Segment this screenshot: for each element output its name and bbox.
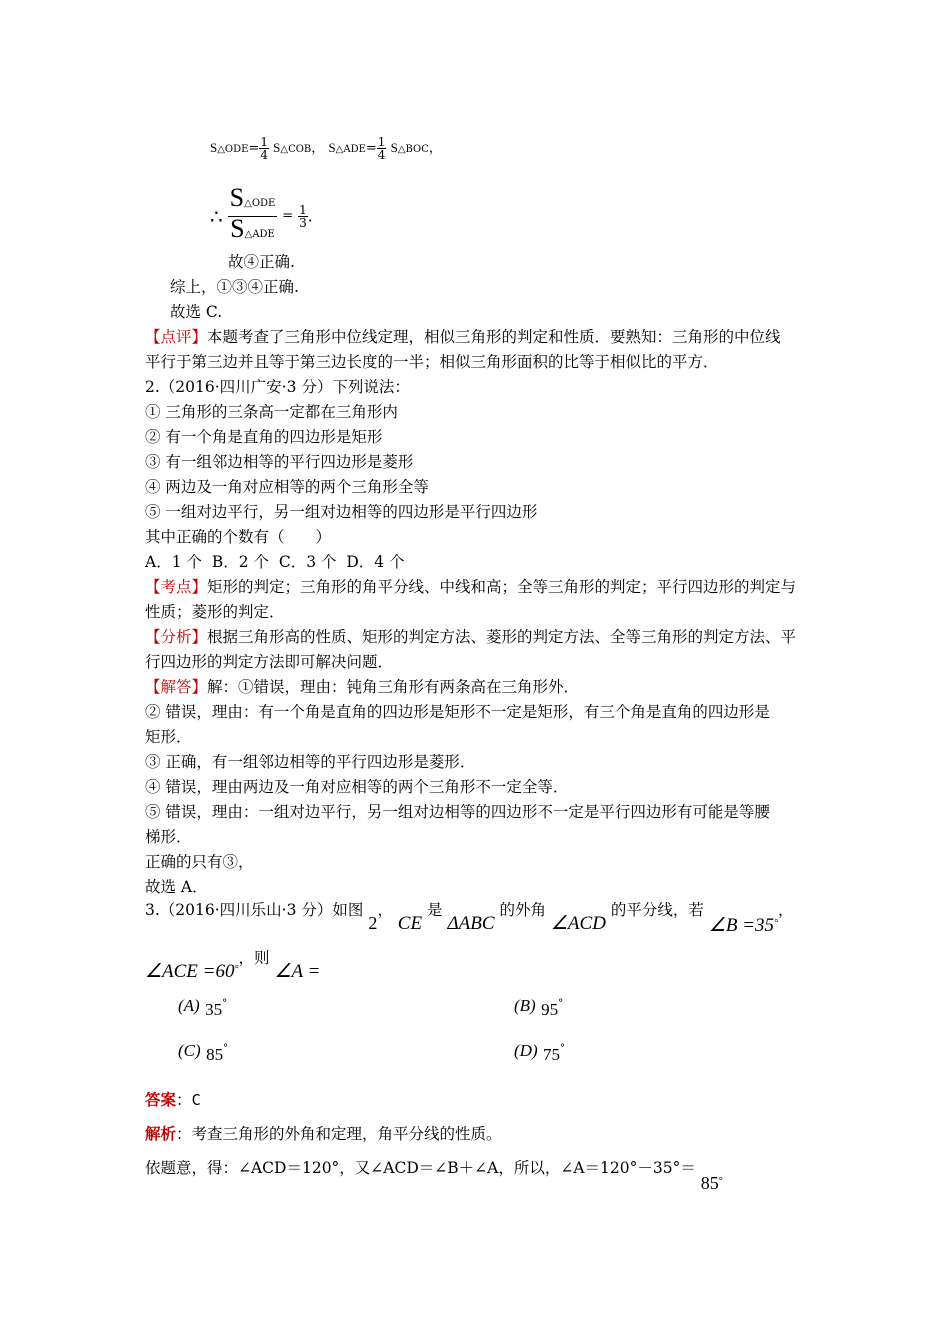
result-value: 85 — [700, 1173, 719, 1193]
option-label: (B) — [514, 996, 536, 1015]
option-label: (A) — [178, 996, 200, 1015]
comment-line-1 — [145, 327, 781, 347]
degree-symbol: ° — [558, 998, 564, 1009]
explanation-text: 考查三角形的外角和定理，角平分线的性质。 — [191, 1125, 502, 1143]
fraction-numerator — [228, 183, 278, 217]
question-3-line-1 — [145, 900, 794, 936]
analysis-tag: 【分析】 — [145, 628, 208, 646]
area-symbol: S — [229, 183, 245, 212]
area-subscript: △COB — [280, 144, 312, 155]
knowledge-tag: 【考点】 — [145, 578, 208, 596]
calculation-result — [701, 1173, 723, 1193]
fraction-numerator: 1 — [260, 135, 268, 149]
solution-line-2: ② 错误，理由：有一个角是直角的四边形是矩形不一定是矩形，有三个角是直角的四边形是 — [145, 703, 770, 721]
fraction-one-third — [298, 204, 308, 229]
degree-symbol: ° — [718, 1176, 723, 1187]
equation-end: ， — [428, 141, 442, 156]
conclusion-line: 故④正确. — [228, 253, 295, 271]
statement-5: ⑤ 一组对边平行，另一组对边相等的四边形是平行四边形 — [145, 503, 538, 521]
option-label: (C) — [178, 1041, 201, 1060]
explanation-line — [145, 1124, 502, 1144]
equals-sign: = — [248, 141, 260, 156]
option-label: (D) — [514, 1041, 538, 1060]
area-subscript: △ODE — [244, 198, 276, 209]
solution-line-7: 梯形． — [145, 828, 192, 846]
analysis-line-2: 行四边形的判定方法即可解决问题． — [145, 653, 394, 671]
knowledge-text: 矩形的判定；三角形的角平分线、中线和高；全等三角形的判定；平行四边形的判定与 — [207, 578, 797, 596]
fraction-denominator: 3 — [299, 216, 307, 230]
solution-text: 解：①错误，理由：钝角三角形有两条高在三角形外． — [207, 678, 580, 696]
solution-line-8: 正确的只有③， — [145, 853, 254, 871]
answer-colon: ： — [176, 1091, 192, 1109]
fraction-one-quarter — [377, 136, 387, 161]
angle-b-text: ∠B =35 — [708, 915, 775, 936]
calculation-line — [145, 1158, 723, 1194]
solution-line-4: ③ 正确，有一组邻边相等的平行四边形是菱形． — [145, 753, 476, 771]
comment-text: 本题考查了三角形中位线定理，相似三角形的判定和性质．要熟知：三角形的中位线 — [207, 328, 781, 346]
comment-line-2: 平行于第三边并且等于第三边长度的一半；相似三角形面积的比等于相似比的平方． — [145, 353, 719, 371]
analysis-line-1 — [145, 627, 796, 647]
solution-line-6: ⑤ 错误，理由：一组对边平行，另一组对边相等的四边形不一定是平行四边形有可能是等腰 — [145, 803, 770, 821]
then-text: ，则 — [238, 949, 270, 967]
question-3-line-2 — [145, 948, 320, 984]
knowledge-point-line-1 — [145, 577, 796, 597]
fraction-one-quarter — [259, 136, 269, 161]
option-value: 75 — [543, 1045, 561, 1064]
solution-tag: 【解答】 — [145, 678, 208, 696]
area-symbol: S — [210, 140, 218, 155]
bisector-text: 的平分线，若 — [610, 901, 704, 919]
fraction-numerator: 1 — [299, 203, 307, 217]
question-2-options: A．1 个 B．2 个 C．3 个 D．4 个 — [145, 553, 405, 571]
choice-line: 故选 C. — [170, 303, 223, 321]
degree-symbol: ° — [223, 1043, 229, 1054]
area-symbol: S — [230, 214, 245, 243]
fraction-denominator: 4 — [260, 148, 268, 162]
statement-4: ④ 两边及一角对应相等的两个三角形全等 — [145, 478, 429, 496]
area-subscript: △BOC — [397, 144, 429, 155]
option-b[interactable] — [514, 996, 564, 1019]
answer-line — [145, 1090, 201, 1110]
option-d[interactable] — [514, 1041, 566, 1064]
angle-ace-text: ∠ACE =60 — [145, 961, 235, 982]
equals-sign: = — [282, 208, 294, 224]
explanation-label: 解析 — [145, 1124, 177, 1143]
word-is: 是 — [427, 901, 443, 919]
statement-2: ② 有一个角是直角的四边形是矩形 — [145, 428, 383, 446]
question-3-lead: 3.（2016·四川乐山·3 分）如图 — [145, 901, 364, 919]
angle-ace-value — [145, 961, 239, 982]
equation-area-ratios — [210, 133, 442, 165]
option-c[interactable] — [178, 1041, 229, 1064]
solution-line-3: 矩形． — [145, 728, 192, 746]
therefore-symbol: ∴ — [210, 204, 223, 229]
triangle-abc: ΔABC — [447, 913, 495, 934]
calculation-text: 依题意，得：∠ACD＝120°，又∠ACD＝∠B＋∠A，所以，∠A＝120°－35°＝ — [145, 1159, 696, 1177]
solution-line-1 — [145, 677, 579, 697]
question-2-title: 2.（2016·四川广安·3 分）下列说法： — [145, 378, 410, 396]
solution-line-9: 故选 A． — [145, 878, 208, 896]
answer-label: 答案 — [145, 1090, 177, 1109]
option-a[interactable] — [178, 996, 228, 1019]
area-subscript: △ADE — [335, 144, 366, 155]
explanation-colon: ： — [176, 1125, 192, 1143]
knowledge-point-line-2: 性质；菱形的判定． — [145, 603, 285, 621]
degree-symbol: ° — [234, 964, 239, 975]
option-value: 85 — [206, 1045, 224, 1064]
option-value: 95 — [541, 1000, 559, 1019]
fraction-numerator: 1 — [377, 135, 386, 149]
exterior-angle-text: 的外角 — [499, 901, 546, 919]
fraction-denominator: 4 — [377, 148, 386, 162]
degree-symbol: ° — [222, 998, 228, 1009]
separator: ， — [311, 141, 325, 156]
degree-symbol: ° — [774, 918, 779, 929]
statement-1: ① 三角形的三条高一定都在三角形内 — [145, 403, 398, 421]
segment-ce: CE — [397, 913, 423, 934]
area-fraction — [228, 183, 278, 247]
angle-a-ask: ∠A = — [274, 961, 321, 982]
area-symbol: S — [273, 140, 281, 155]
angle-acd: ∠ACD — [550, 913, 606, 934]
angle-b-value — [709, 915, 778, 936]
area-subscript: △ADE — [244, 229, 275, 240]
equals-sign: = — [365, 141, 377, 156]
answer-value: C — [191, 1091, 201, 1109]
statement-3: ③ 有一组邻边相等的平行四边形是菱形 — [145, 453, 414, 471]
option-value: 35 — [205, 1000, 223, 1019]
area-symbol: S — [328, 140, 336, 155]
area-symbol: S — [390, 140, 398, 155]
equation-end: . — [307, 207, 313, 226]
degree-symbol: ° — [560, 1043, 566, 1054]
area-subscript: △ODE — [217, 144, 249, 155]
equation-area-fraction — [210, 183, 313, 243]
separator: ， — [778, 901, 794, 919]
question-2-ask: 其中正确的个数有（ ） — [145, 528, 332, 546]
comment-tag: 【点评】 — [145, 328, 208, 346]
summary-line: 综上，①③④正确. — [170, 278, 299, 296]
separator: ， — [377, 901, 393, 919]
fraction-denominator — [228, 214, 278, 247]
figure-number: 2 — [368, 913, 378, 933]
solution-line-5: ④ 错误，理由两边及一角对应相等的两个三角形不一定全等． — [145, 778, 569, 796]
analysis-text: 根据三角形高的性质、矩形的判定方法、菱形的判定方法、全等三角形的判定方法、平 — [207, 628, 797, 646]
